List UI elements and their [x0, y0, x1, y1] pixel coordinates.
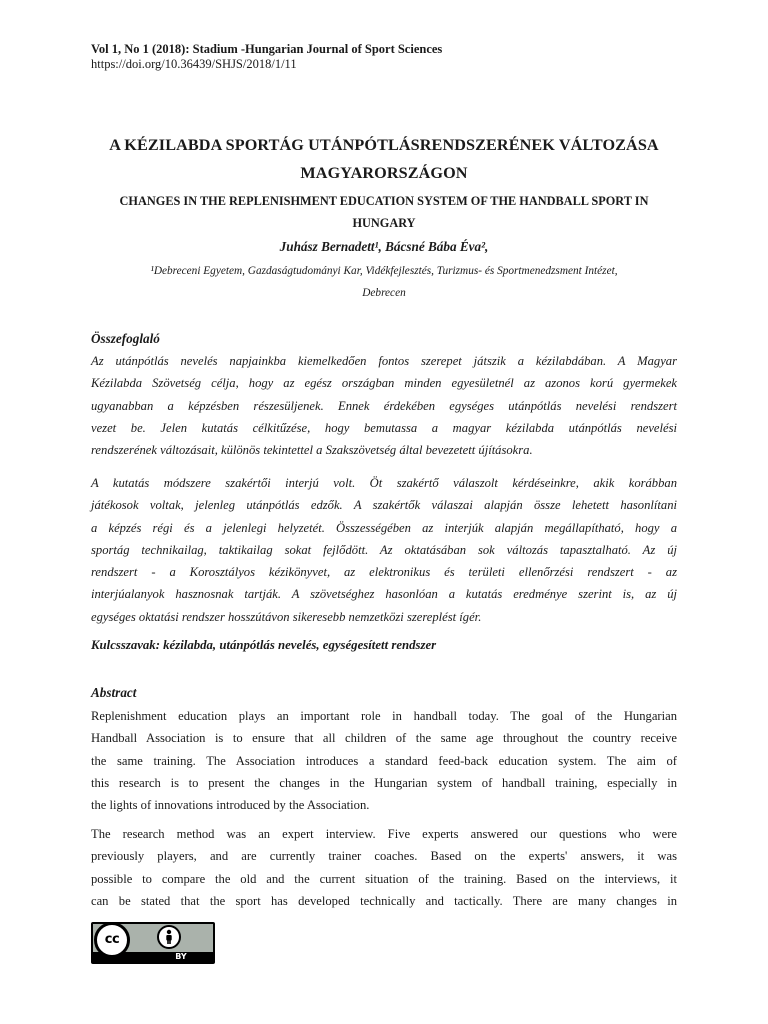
text-line: játékosok voltak, jelenleg utánpótlás edzők. A szakértők válaszai alapján össze lehetett hasonlítani — [91, 498, 677, 513]
text-line: A kutatás módszere szakértői interjú volt. Öt szakértő válaszolt kérdéseinkre, akik korábban — [91, 476, 677, 490]
text-line: Az utánpótlás nevelés napjainkba kiemelkedően fontos szerepet játszik a kézilabdában. A Magyar — [91, 354, 677, 368]
summary-paragraph-2 — [91, 472, 677, 628]
section-heading-abstract: Abstract — [91, 685, 137, 700]
doi-link[interactable]: https://doi.org/10.36439/SHJS/2018/1/11 — [91, 57, 297, 71]
text-line: a képzés régi és a jelenlegi helyzetét. Összességében az interjúk alapján megállapítható, hogy a — [91, 520, 677, 535]
title-hungarian — [91, 131, 677, 187]
title-hungarian-line2: MAGYARORSZÁGON — [300, 164, 468, 182]
text-line: the lights of innovations introduced by the Association. — [91, 798, 370, 813]
text-line: rendszert - a Korosztályos kézikönyvet, az elektronikus és területi ellenőrzési rendszert - az — [91, 565, 677, 580]
summary-paragraph-1 — [91, 350, 677, 461]
abstract-paragraph-2 — [91, 823, 677, 912]
text-line: the same training. The Association introduces a standard feed-back education system. The aim of — [91, 753, 677, 768]
text-line: The research method was an expert interview. Five experts answered our questions who were — [91, 827, 677, 841]
journal-citation: Vol 1, No 1 (2018): Stadium -Hungarian Journal of Sport Sciences — [91, 42, 443, 56]
cc-label: cc — [104, 932, 120, 947]
affiliation — [91, 260, 677, 304]
author-list: Juhász Bernadett¹, Bácsné Bába Éva², — [279, 239, 489, 254]
text-line: interjúalanyok hasznosnak tartják. A szövetséghez hasonlóan a kutatás eredménye szerint is, az új — [91, 587, 677, 602]
keywords: Kulcsszavak: kézilabda, utánpótlás nevelés, egységesített rendszer — [91, 638, 437, 652]
text-line: ugyanabban a képzésben részesüljenek. Ennek érdekében egységes utánpótlás nevelési rendszert — [91, 398, 677, 413]
text-line: sportág technikailag, taktikailag sokat fejlődött. Az oktatásában sok változás tapasztalható. Az új — [91, 542, 677, 557]
affiliation-line2: Debrecen — [362, 287, 406, 299]
text-line: this research is to present the changes in the Hungarian system of handball training, especially in — [91, 775, 677, 790]
person-icon — [157, 925, 181, 949]
text-line: Replenishment education plays an important role in handball today. The goal of the Hungarian — [91, 709, 677, 723]
text-line: rendszerének változásait, különös tekintettel a Szakszövetség által bevezetett újításokra. — [91, 443, 533, 458]
title-english-line2: HUNGARY — [352, 216, 416, 230]
text-line: can be stated that the sport has developed technically and tactically. There are many changes in — [91, 893, 677, 908]
cc-icon — [94, 922, 130, 958]
text-line: previously players, and are currently trainer coaches. Based on the experts' answers, it was — [91, 849, 677, 864]
by-label: BY — [175, 952, 187, 961]
attribution-person-glyph — [159, 927, 179, 947]
title-english — [91, 190, 677, 234]
text-line: Handball Association is to ensure that all children of the same age throughout the country receive — [91, 731, 677, 746]
text-line: vezet be. Jelen kutatás célkitűzése, hogy bemutassa a magyar kézilabda utánpótlás nevelési — [91, 420, 677, 435]
title-english-line1: CHANGES IN THE REPLENISHMENT EDUCATION SYSTEM OF THE HANDBALL SPORT IN — [119, 194, 649, 208]
section-heading-osszefoglalo: Összefoglaló — [91, 331, 160, 346]
affiliation-line1: ¹Debreceni Egyetem, Gazdaságtudományi Kar, Vidékfejlesztés, Turizmus- és Sportmenedzsment Intézet, — [150, 265, 618, 277]
abstract-paragraph-1 — [91, 705, 677, 816]
text-line: Kézilabda Szövetség célja, hogy az egész országban minden egyesületnél az azonos korú gyermekek — [91, 376, 677, 391]
creative-commons-by-icon[interactable] — [91, 922, 215, 964]
title-hungarian-line1: A KÉZILABDA SPORTÁG UTÁNPÓTLÁSRENDSZERÉNEK VÁLTOZÁSA — [109, 136, 659, 154]
text-line: possible to compare the old and the current situation of the training. Based on the interviews, it — [91, 871, 677, 886]
text-line: egységes oktatási rendszer hosszútávon sikeresebb nemzetközi szereplést ígér. — [91, 609, 482, 624]
journal-header — [91, 42, 591, 72]
